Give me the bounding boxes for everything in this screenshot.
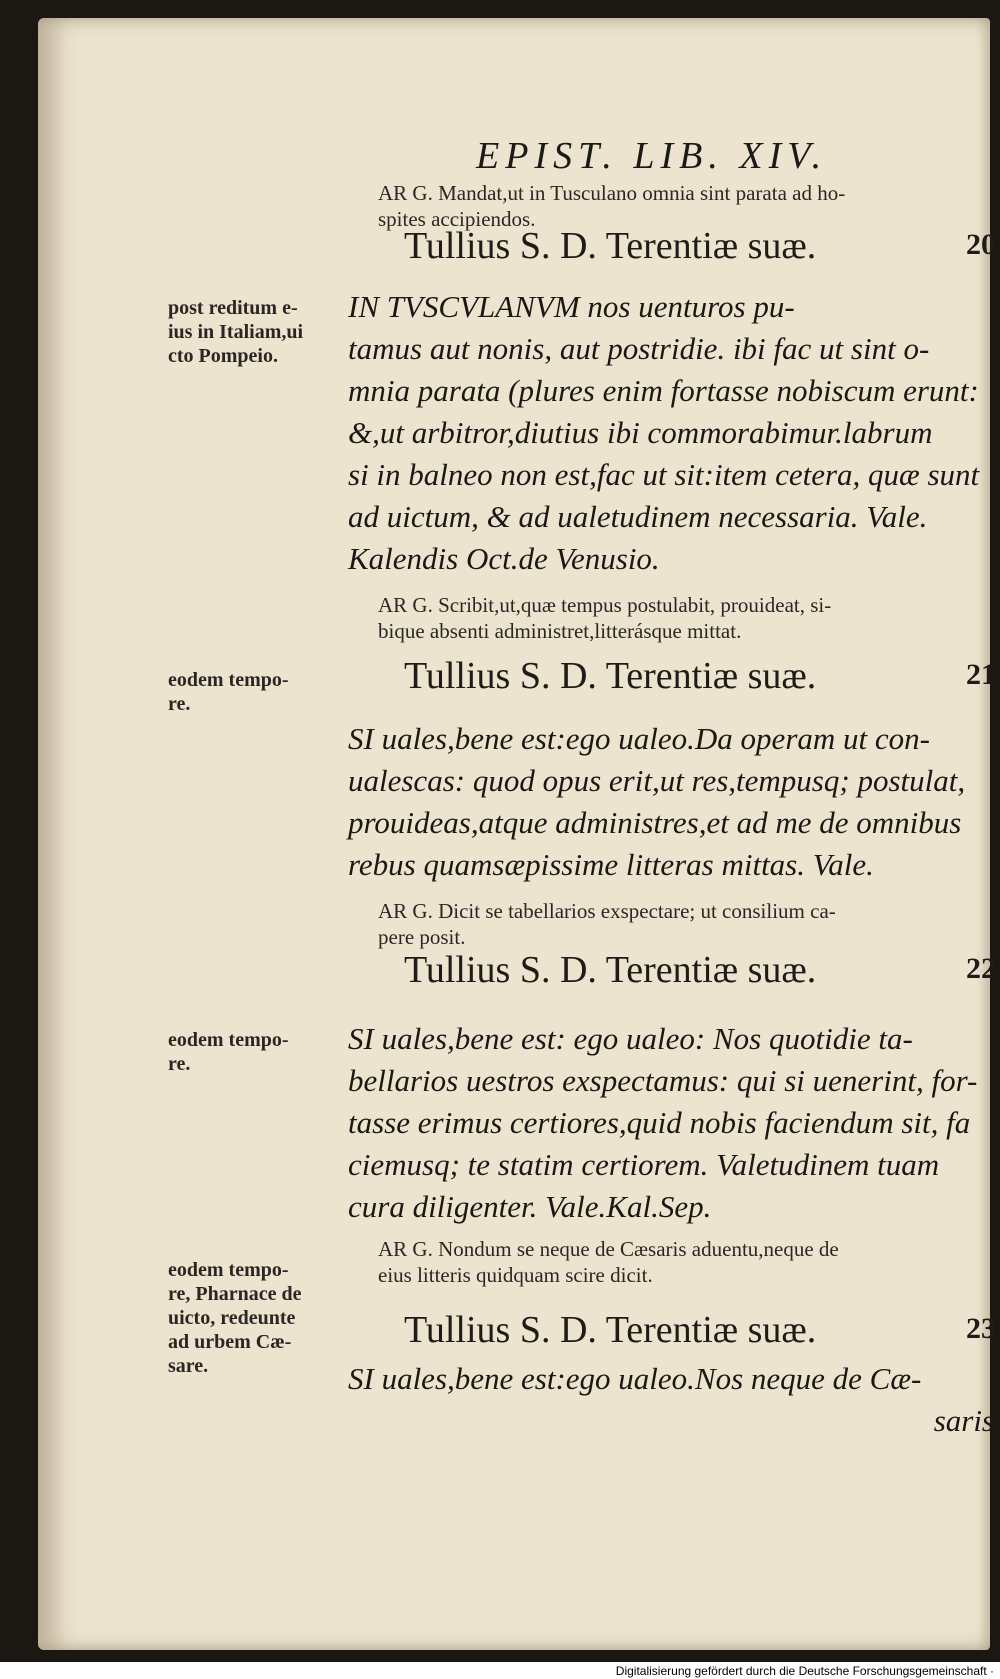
body-line: SI uales,bene est:ego ualeo.Nos neque de Cæ- xyxy=(348,1361,922,1396)
body-line: tamus aut nonis, aut postridie. ibi fac ut sint o- xyxy=(348,331,930,366)
letter-body-22 xyxy=(348,1018,998,1228)
letter-number: 23 xyxy=(966,1312,996,1345)
body-line: ad uictum, & ad ualetudinem necessaria. Vale. xyxy=(348,499,928,534)
note-line: ad urbem Cæ- xyxy=(168,1331,292,1353)
argument-line: eius litteris quidquam scire dicit. xyxy=(378,1263,653,1287)
argument-line: AR G. Scribit,ut,quæ tempus postulabit, prouideat, si- xyxy=(378,593,832,617)
letter-number: 22 xyxy=(966,952,996,985)
body-line: SI uales,bene est: ego ualeo: Nos quotidie ta- xyxy=(348,1021,913,1056)
body-line: cura diligenter. Vale.Kal.Sep. xyxy=(348,1189,712,1224)
argument-line: AR G. Nondum se neque de Cæsaris aduentu,neque de xyxy=(378,1237,839,1261)
body-line: &,ut arbitror,diutius ibi commorabimur.labrum xyxy=(348,415,933,450)
margin-note-23 xyxy=(168,1258,346,1378)
letter-body-20 xyxy=(348,286,998,580)
running-head: EPIST. LIB. XIV. xyxy=(476,135,828,177)
margin-note-22 xyxy=(168,1028,346,1076)
body-line: SI uales,bene est:ego ualeo.Da operam ut con- xyxy=(348,721,930,756)
argument-line: pere posit. xyxy=(378,925,466,949)
note-line: post reditum e- xyxy=(168,297,298,319)
note-line: uicto, redeunte xyxy=(168,1307,296,1329)
note-line: cto Pompeio. xyxy=(168,345,278,367)
argument-22 xyxy=(378,898,998,950)
body-line: si in balneo non est,fac ut sit:item cetera, quæ sunt xyxy=(348,457,980,492)
margin-note-20 xyxy=(168,296,346,368)
letter-title: Tullius S. D. Terentiæ suæ. xyxy=(404,225,817,267)
letter-body-21 xyxy=(348,718,998,886)
body-line: ciemusq; te statim certiorem. Valetudinem tuam xyxy=(348,1147,940,1182)
argument-21 xyxy=(378,592,998,644)
argument-line: AR G. Mandat,ut in Tusculano omnia sint parata ad ho- xyxy=(378,181,846,205)
letter-number: 21 xyxy=(966,658,996,691)
note-line: eodem tempo- xyxy=(168,1029,289,1051)
note-line: sare. xyxy=(168,1355,209,1377)
body-line: Kalendis Oct.de Venusio. xyxy=(348,541,660,576)
argument-line: AR G. Dicit se tabellarios exspectare; ut consilium ca- xyxy=(378,899,836,923)
body-line: ualescas: quod opus erit,ut res,tempusq; postulat, xyxy=(348,763,966,798)
letter-body-23 xyxy=(348,1358,998,1442)
argument-line: spites accipiendos. xyxy=(378,207,536,231)
letter-title: Tullius S. D. Terentiæ suæ. xyxy=(404,1309,817,1351)
letter-title: Tullius S. D. Terentiæ suæ. xyxy=(404,949,817,991)
argument-line: bique absenti administret,litterásque mittat. xyxy=(378,619,742,643)
note-line: re, Pharnace de xyxy=(168,1283,302,1305)
note-line: re. xyxy=(168,693,191,715)
letter-heading-20 xyxy=(404,224,996,274)
letter-heading-21 xyxy=(404,654,996,704)
letter-title: Tullius S. D. Terentiæ suæ. xyxy=(404,655,817,697)
body-line: prouideas,atque administres,et ad me de omnibus xyxy=(348,805,962,840)
body-line: IN TVSCVLANVM nos uenturos pu- xyxy=(348,289,795,324)
note-line: ius in Italiam,ui xyxy=(168,321,304,343)
argument-23 xyxy=(378,1236,998,1288)
body-line: bellarios uestros exspectamus: qui si uenerint, for- xyxy=(348,1063,978,1098)
body-line: tasse erimus certiores,quid nobis faciendum sit, fa xyxy=(348,1105,971,1140)
book-page xyxy=(38,18,996,1650)
letter-number: 20 xyxy=(966,228,996,261)
letter-heading-22 xyxy=(404,948,996,998)
body-line: saris xyxy=(933,1403,994,1438)
funding-footer: Digitalisierung gefördert durch die Deutsche Forschungsgemeinschaft · xyxy=(615,1664,994,1678)
note-line: eodem tempo- xyxy=(168,1259,289,1281)
body-line: mnia parata (plures enim fortasse nobiscum erunt: xyxy=(348,373,979,408)
note-line: eodem tempo- xyxy=(168,669,289,691)
margin-note-21 xyxy=(168,668,346,716)
note-line: re. xyxy=(168,1053,191,1075)
body-line: rebus quamsæpissime litteras mittas. Vale. xyxy=(348,847,874,882)
letter-heading-23 xyxy=(404,1308,996,1358)
